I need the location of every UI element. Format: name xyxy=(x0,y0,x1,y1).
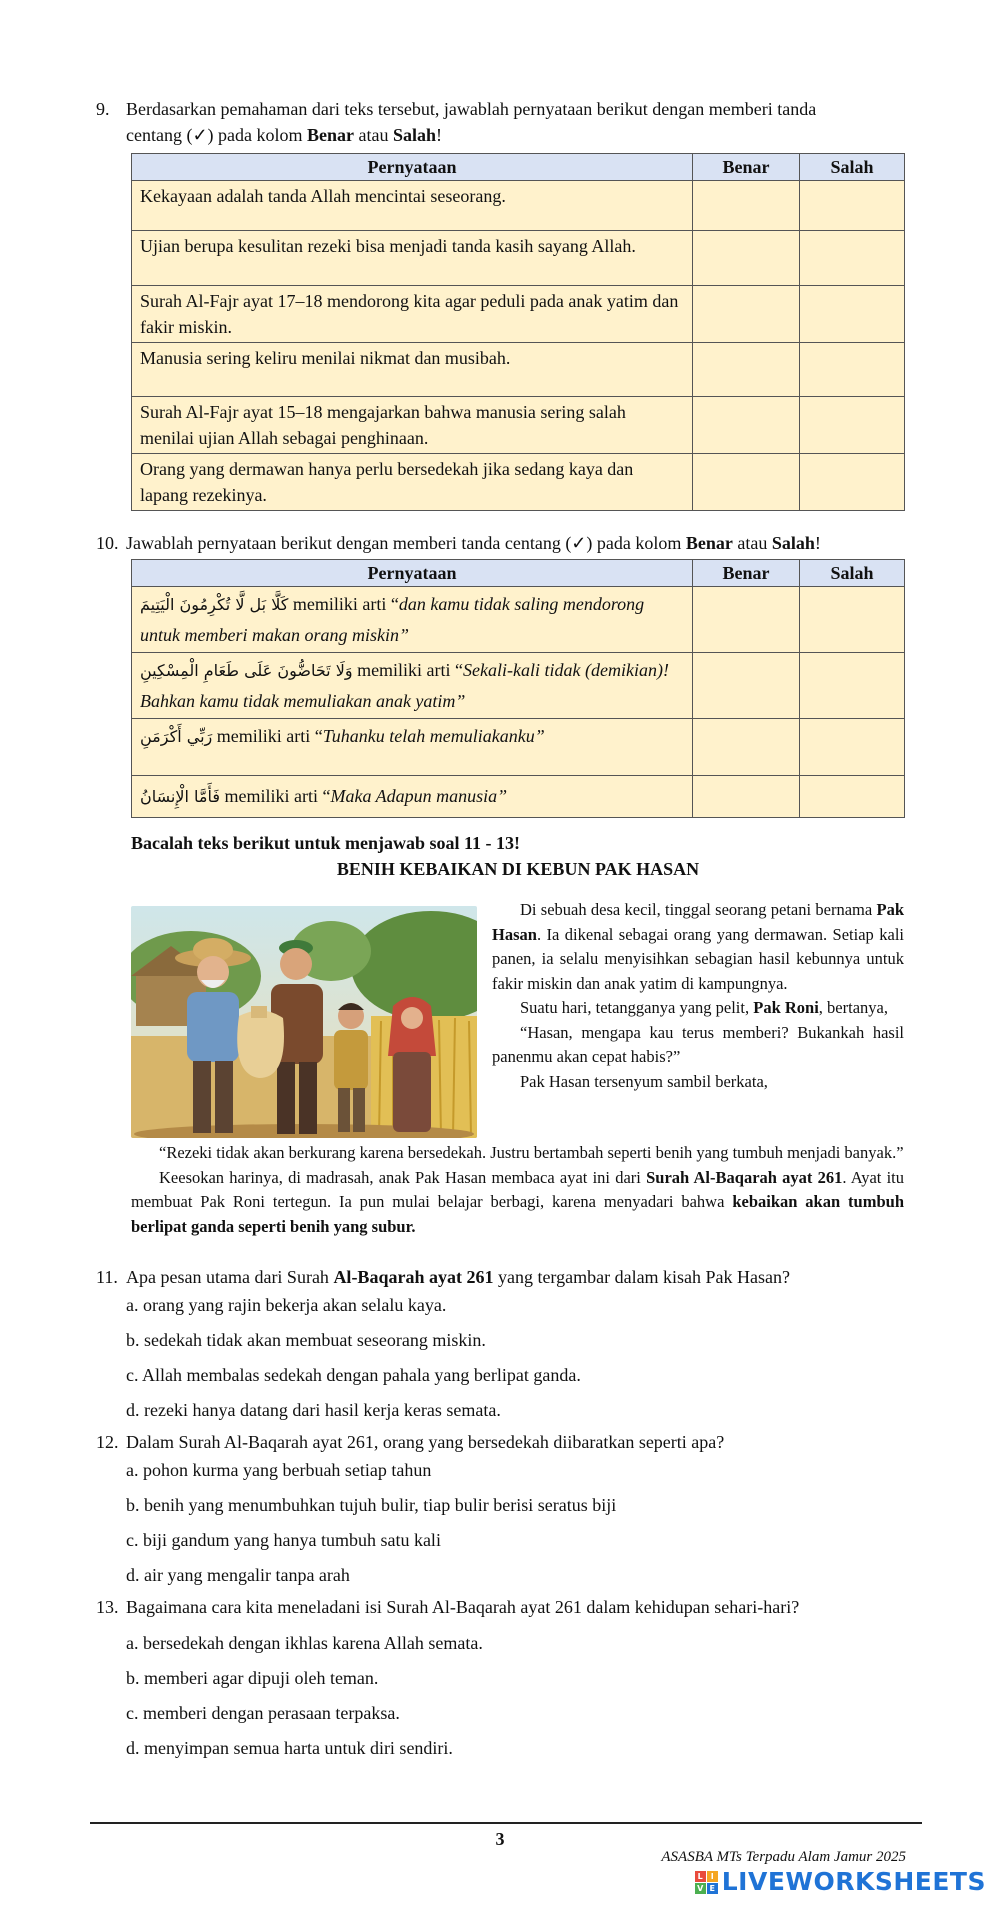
question-number: 9. xyxy=(96,99,110,119)
statement-cell: كَلَّا بَل لَّا تُكْرِمُونَ الْيَتِيمَ memiliki arti “dan kamu tidak saling mendorong untuk memberi makan orang miskin” xyxy=(132,587,693,653)
liveworksheets-logo-icon: L I V E xyxy=(695,1871,718,1894)
statement-cell: فَأَمَّا الْإِنسَانُ memiliki arti “Maka Adapun manusia” xyxy=(132,776,693,818)
story-title: BENIH KEBAIKAN DI KEBUN PAK HASAN xyxy=(336,859,700,879)
question-9 xyxy=(96,96,904,148)
question-text: Dalam Surah Al-Baqarah ayat 261, orang yang bersedekah diibaratkan seperti apa? xyxy=(126,1432,725,1452)
question-text: Apa pesan utama dari Surah Al-Baqarah ayat 261 yang tergambar dalam kisah Pak Hasan? xyxy=(126,1267,791,1287)
statement-cell: وَلَا تَحَاضُّونَ عَلَى طَعَامِ الْمِسْكِينِ memiliki arti “Sekali-kali tidak (demikian)! Bahkan kamu tidak memuliakan anak yatim” xyxy=(132,653,693,719)
question-13 xyxy=(96,1594,904,1620)
salah-checkbox-cell[interactable] xyxy=(800,286,905,343)
salah-checkbox-cell[interactable] xyxy=(800,653,905,719)
q13-option-c[interactable]: c. memberi dengan perasaan terpaksa. xyxy=(126,1703,400,1723)
statement-cell: Kekayaan adalah tanda Allah mencintai seseorang. xyxy=(132,181,693,231)
q12-option-c[interactable]: c. biji gandum yang hanya tumbuh satu kali xyxy=(126,1530,441,1550)
header-benar: Benar xyxy=(693,560,800,587)
q13-option-d[interactable]: d. menyimpan semua harta untuk diri sendiri. xyxy=(126,1738,453,1758)
story-paragraph: “Hasan, mengapa kau terus memberi? Bukankah hasil panenmu akan cepat habis?” xyxy=(492,1022,904,1066)
q11-option-b[interactable]: b. sedekah tidak akan membuat seseorang miskin. xyxy=(126,1330,486,1350)
story-paragraph: Pak Hasan tersenyum sambil berkata, xyxy=(520,1071,768,1091)
table-row xyxy=(132,653,905,719)
question-text: Bagaimana cara kita meneladani isi Surah Al-Baqarah ayat 261 dalam kehidupan sehari-hari? xyxy=(126,1597,800,1617)
story-paragraph: Suatu hari, tetangganya yang pelit, Pak Roni, bertanya, xyxy=(520,998,888,1017)
table-row xyxy=(132,719,905,776)
table-row xyxy=(132,587,905,653)
salah-checkbox-cell[interactable] xyxy=(800,454,905,511)
question-number: 11. xyxy=(96,1267,118,1287)
reading-instruction: Bacalah teks berikut untuk menjawab soal 11 - 13! xyxy=(131,833,521,853)
salah-checkbox-cell[interactable] xyxy=(800,776,905,818)
story-full-width xyxy=(131,1141,904,1239)
story-right-column xyxy=(492,898,904,1094)
benar-checkbox-cell[interactable] xyxy=(693,231,800,286)
salah-checkbox-cell[interactable] xyxy=(800,719,905,776)
statement-cell: Ujian berupa kesulitan rezeki bisa menjadi tanda kasih sayang Allah. xyxy=(132,231,693,286)
story-paragraph: Keesokan harinya, di madrasah, anak Pak Hasan membaca ayat ini dari Surah Al-Baqarah ayat 261. Ayat itu membuat Pak Roni tertegun. Ia pun mulai belajar berbagi, karena menyadari bahwa kebaikan akan tumbuh berlipat ganda seperti benih yang subur. xyxy=(131,1167,904,1236)
benar-checkbox-cell[interactable] xyxy=(693,587,800,653)
table-row xyxy=(132,286,905,343)
arabic-verse: رَبِّي أَكْرَمَنِ xyxy=(140,727,213,746)
table-row xyxy=(132,181,905,231)
header-salah: Salah xyxy=(800,154,905,181)
q13-option-b[interactable]: b. memberi agar dipuji oleh teman. xyxy=(126,1668,379,1688)
benar-checkbox-cell[interactable] xyxy=(693,653,800,719)
q11-option-c[interactable]: c. Allah membalas sedekah dengan pahala yang berlipat ganda. xyxy=(126,1365,581,1385)
salah-checkbox-cell[interactable] xyxy=(800,397,905,454)
header-salah: Salah xyxy=(800,560,905,587)
q9-table xyxy=(131,153,905,511)
table-row xyxy=(132,454,905,511)
benar-checkbox-cell[interactable] xyxy=(693,286,800,343)
benar-checkbox-cell[interactable] xyxy=(693,343,800,397)
farmer-sharing-harvest-image xyxy=(131,906,477,1138)
question-text: Berdasarkan pemahaman dari teks tersebut, jawablah pernyataan berikut dengan memberi tanda centang (✓) pada kolom Benar atau Salah! xyxy=(126,99,817,146)
table-row xyxy=(132,231,905,286)
q11-option-a[interactable]: a. orang yang rajin bekerja akan selalu kaya. xyxy=(126,1295,447,1315)
statement-cell: Orang yang dermawan hanya perlu bersedekah jika sedang kaya dan lapang rezekinya. xyxy=(132,454,693,511)
question-11 xyxy=(96,1264,904,1290)
table-row xyxy=(132,776,905,818)
salah-checkbox-cell[interactable] xyxy=(800,587,905,653)
story-paragraph: Di sebuah desa kecil, tinggal seorang petani bernama Pak Hasan. Ia dikenal sebagai orang yang dermawan. Setiap kali panen, ia selalu menyisihkan sebagian hasil kebunnya untuk fakir miskin dan anak yatim di kampungnya. xyxy=(492,900,904,993)
table-header-row xyxy=(132,154,905,181)
q13-option-a[interactable]: a. bersedekah dengan ikhlas karena Allah semata. xyxy=(126,1633,483,1653)
question-text: Jawablah pernyataan berikut dengan memberi tanda centang (✓) pada kolom Benar atau Salah! xyxy=(126,533,821,553)
footer-divider xyxy=(90,1822,922,1824)
header-pernyataan: Pernyataan xyxy=(132,154,693,181)
q11-option-d[interactable]: d. rezeki hanya datang dari hasil kerja keras semata. xyxy=(126,1400,501,1420)
statement-cell: Surah Al-Fajr ayat 17–18 mendorong kita agar peduli pada anak yatim dan fakir miskin. xyxy=(132,286,693,343)
q10-table xyxy=(131,559,905,818)
liveworksheets-logo[interactable] xyxy=(695,1864,986,1900)
benar-checkbox-cell[interactable] xyxy=(693,776,800,818)
table-row xyxy=(132,397,905,454)
page-number: 3 xyxy=(495,1829,505,1849)
arabic-verse: كَلَّا بَل لَّا تُكْرِمُونَ الْيَتِيمَ xyxy=(140,595,289,614)
liveworksheets-logo-text: LIVEWORKSHEETS xyxy=(721,1867,986,1896)
q12-option-b[interactable]: b. benih yang menumbuhkan tujuh bulir, tiap bulir berisi seratus biji xyxy=(126,1495,617,1515)
statement-cell: Surah Al-Fajr ayat 15–18 mengajarkan bahwa manusia sering salah menilai ujian Allah sebagai penghinaan. xyxy=(132,397,693,454)
question-number: 10. xyxy=(96,533,119,553)
salah-checkbox-cell[interactable] xyxy=(800,181,905,231)
benar-checkbox-cell[interactable] xyxy=(693,181,800,231)
table-row xyxy=(132,343,905,397)
question-number: 13. xyxy=(96,1597,119,1617)
salah-checkbox-cell[interactable] xyxy=(800,343,905,397)
question-12 xyxy=(96,1429,904,1455)
statement-cell: رَبِّي أَكْرَمَنِ memiliki arti “Tuhanku telah memuliakanku” xyxy=(132,719,693,776)
question-number: 12. xyxy=(96,1432,119,1452)
arabic-verse: فَأَمَّا الْإِنسَانُ xyxy=(140,787,220,806)
arabic-verse: وَلَا تَحَاضُّونَ عَلَى طَعَامِ الْمِسْكِينِ xyxy=(140,661,353,680)
footer-credit: ASASBA MTs Terpadu Alam Jamur 2025 xyxy=(661,1849,906,1865)
table-header-row xyxy=(132,560,905,587)
story-illustration xyxy=(131,906,477,1138)
benar-checkbox-cell[interactable] xyxy=(693,719,800,776)
salah-checkbox-cell[interactable] xyxy=(800,231,905,286)
story-paragraph: “Rezeki tidak akan berkurang karena bersedekah. Justru bertambah seperti benih yang tumbuh menjadi banyak.” xyxy=(159,1143,904,1162)
q12-option-a[interactable]: a. pohon kurma yang berbuah setiap tahun xyxy=(126,1460,432,1480)
benar-checkbox-cell[interactable] xyxy=(693,397,800,454)
header-pernyataan: Pernyataan xyxy=(132,560,693,587)
header-benar: Benar xyxy=(693,154,800,181)
benar-checkbox-cell[interactable] xyxy=(693,454,800,511)
q12-option-d[interactable]: d. air yang mengalir tanpa arah xyxy=(126,1565,350,1585)
statement-cell: Manusia sering keliru menilai nikmat dan musibah. xyxy=(132,343,693,397)
question-10 xyxy=(96,530,904,556)
